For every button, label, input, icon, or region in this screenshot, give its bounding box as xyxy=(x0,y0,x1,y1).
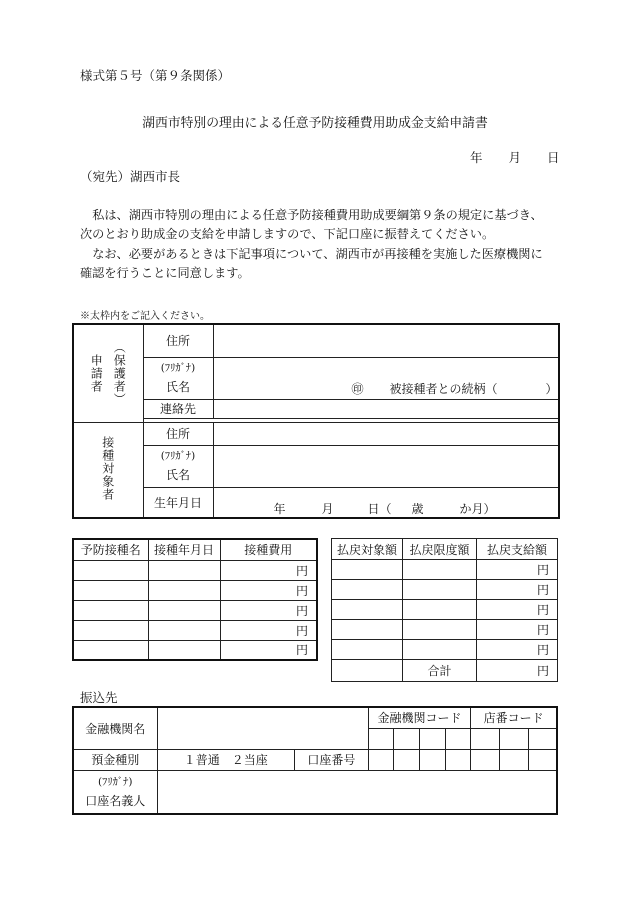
applicant-label: 申請者 xyxy=(89,353,104,393)
table-row[interactable] xyxy=(73,640,317,660)
bank-code-digit[interactable] xyxy=(394,728,420,749)
yen-unit: 円 xyxy=(220,580,317,600)
yen-unit: 円 xyxy=(477,600,558,620)
table-row[interactable] xyxy=(73,620,317,640)
date-year: 年 xyxy=(470,150,483,165)
bank-table xyxy=(72,706,558,815)
form-title: 湖西市特別の理由による任意予防接種費用助成金支給申請書 xyxy=(142,116,488,131)
account-digit[interactable] xyxy=(420,749,446,770)
account-digit[interactable] xyxy=(368,749,394,770)
table-row[interactable] xyxy=(332,580,558,600)
yen-unit: 円 xyxy=(220,560,317,580)
applicant-contact-label: 連絡先 xyxy=(143,399,213,418)
subject-name-text: 氏名 xyxy=(165,468,190,482)
table-row[interactable] xyxy=(332,560,558,580)
applicant-address-label: 住所 xyxy=(143,324,213,357)
subject-address-field[interactable] xyxy=(213,422,559,445)
account-holder-label xyxy=(73,770,157,814)
birth-year: 年 xyxy=(273,501,286,516)
account-type-options[interactable]: １普通 ２当座 xyxy=(157,749,294,770)
subject-address-label: 住所 xyxy=(143,422,213,445)
birth-month: 月 xyxy=(321,501,334,516)
vaccine-table xyxy=(72,538,318,661)
applicant-contact-field[interactable] xyxy=(213,399,559,418)
branch-code-digit[interactable] xyxy=(528,728,557,749)
fill-in-note: ※太枠内をご記入ください。 xyxy=(80,311,210,322)
yen-unit: 円 xyxy=(220,640,317,660)
table-row[interactable] xyxy=(332,640,558,660)
total-yen[interactable]: 円 xyxy=(477,660,558,682)
form-number: 様式第５号（第９条関係） xyxy=(80,68,231,83)
branch-code-digit[interactable] xyxy=(471,728,500,749)
date-month: 月 xyxy=(508,150,522,165)
table-row[interactable] xyxy=(73,560,317,580)
seal-mark: ㊞ xyxy=(351,381,364,396)
account-holder-field[interactable] xyxy=(157,770,557,814)
refund-table xyxy=(331,538,558,682)
branch-code-digit[interactable] xyxy=(499,728,528,749)
subject-furigana-label: (ﾌﾘｶﾞﾅ) xyxy=(160,450,196,462)
table-row[interactable] xyxy=(73,600,317,620)
institution-label: 金融機関名 xyxy=(73,707,157,749)
account-number-label: 口座番号 xyxy=(294,749,368,770)
institution-field[interactable] xyxy=(157,707,368,749)
transfer-section-label: 振込先 xyxy=(80,690,118,705)
holder-label-text: 口座名義人 xyxy=(85,793,146,808)
applicant-group-label xyxy=(73,324,143,422)
birth-months: か月） xyxy=(459,501,496,516)
account-digit[interactable] xyxy=(528,749,557,770)
total-label: 合計 xyxy=(403,660,477,682)
yen-unit: 円 xyxy=(220,600,317,620)
applicant-name-label xyxy=(143,357,213,399)
subject-label: 接種対象者 xyxy=(100,435,115,501)
yen-unit: 円 xyxy=(220,620,317,640)
birth-day: 日（ xyxy=(367,501,392,516)
table-row[interactable] xyxy=(332,620,558,640)
addressee: （宛先）湖西市長 xyxy=(80,169,181,184)
yen-unit: 円 xyxy=(477,580,558,600)
applicant-furigana-label: (ﾌﾘｶﾞﾅ) xyxy=(160,362,196,374)
applicant-table xyxy=(72,323,560,519)
vaccine-date-header: 接種年月日 xyxy=(148,539,220,560)
table-row[interactable] xyxy=(73,580,317,600)
refund-target-header: 払戻対象額 xyxy=(332,539,403,560)
yen-unit: 円 xyxy=(477,560,558,580)
vaccine-cost-header: 接種費用 xyxy=(220,539,317,560)
guardian-label: （保護者） xyxy=(112,340,127,406)
applicant-name-field[interactable] xyxy=(213,357,559,399)
relation-field[interactable]: 被接種者との続柄（ ） xyxy=(389,381,558,396)
subject-name-field[interactable] xyxy=(213,445,559,487)
paragraph-1: 私は、湖西市特別の理由による任意予防接種費用助成要綱第９条の規定に基づき、次のとおり助成金の支給を申請しますので、下記口座に振替えてください。 xyxy=(80,208,543,241)
holder-furigana-label: (ﾌﾘｶﾞﾅ) xyxy=(98,775,133,788)
bank-code-digit[interactable] xyxy=(445,728,471,749)
subject-name-label xyxy=(143,445,213,487)
bank-code-digit[interactable] xyxy=(420,728,446,749)
account-digit[interactable] xyxy=(471,749,500,770)
yen-unit: 円 xyxy=(477,640,558,660)
refund-limit-header: 払戻限度額 xyxy=(403,539,477,560)
account-digit[interactable] xyxy=(445,749,471,770)
bank-code-label: 金融機関コード xyxy=(368,707,471,728)
applicant-name-text: 氏名 xyxy=(165,380,190,394)
date-day: 日 xyxy=(547,150,560,165)
refund-paid-header: 払戻支給額 xyxy=(477,539,558,560)
date-line[interactable] xyxy=(470,148,560,166)
birthdate-field[interactable] xyxy=(213,487,559,518)
subject-group-label xyxy=(73,422,143,518)
yen-unit: 円 xyxy=(477,620,558,640)
birthdate-label: 生年月日 xyxy=(143,487,213,518)
applicant-address-field[interactable] xyxy=(213,324,559,357)
bank-code-digit[interactable] xyxy=(368,728,394,749)
vaccine-name-header: 予防接種名 xyxy=(73,539,148,560)
account-digit[interactable] xyxy=(394,749,420,770)
account-type-label: 預金種別 xyxy=(73,749,157,770)
branch-code-label: 店番コード xyxy=(471,707,557,728)
account-digit[interactable] xyxy=(499,749,528,770)
paragraph-2: なお、必要があるときは下記事項について、湖西市が再接種を実施した医療機関に確認を行うことに同意します。 xyxy=(80,247,543,280)
birth-age: 歳 xyxy=(411,501,424,516)
table-row[interactable] xyxy=(332,600,558,620)
